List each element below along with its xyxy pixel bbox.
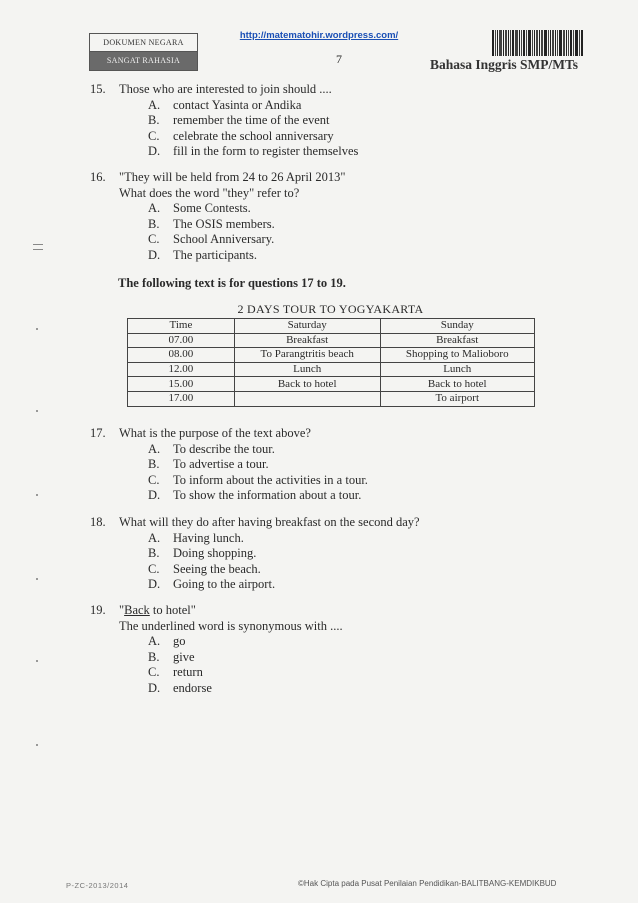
- question-text: What does the word "they" refer to?: [119, 185, 300, 200]
- question-18: [90, 515, 550, 595]
- table-row: [128, 362, 535, 377]
- table-cell: Breakfast: [380, 333, 535, 348]
- margin-dot: [36, 328, 38, 330]
- option-a[interactable]: A. go: [148, 634, 186, 648]
- margin-dot: [36, 410, 38, 412]
- table-cell: Back to hotel: [234, 377, 380, 392]
- question-quote: "Back to hotel": [119, 603, 196, 617]
- source-url[interactable]: http://matematohir.wordpress.com/: [239, 30, 399, 41]
- option-c[interactable]: C. To inform about the activities in a tour.: [148, 472, 368, 487]
- table-row: [128, 333, 535, 348]
- table-cell: 15.00: [128, 377, 235, 392]
- option-a[interactable]: A. Some Contests.: [148, 201, 251, 215]
- table-cell: 07.00: [128, 333, 235, 348]
- reading-heading: The following text is for questions 17 to 19.: [118, 276, 346, 290]
- option-c[interactable]: C. return: [148, 665, 203, 679]
- margin-dot: [36, 578, 38, 580]
- table-cell: To airport: [380, 391, 535, 406]
- header-time: Time: [128, 319, 235, 334]
- table-cell: Back to hotel: [380, 377, 535, 392]
- question-number: 15.: [90, 82, 106, 96]
- option-b[interactable]: B. Doing shopping.: [148, 546, 257, 560]
- question-text: What is the purpose of the text above?: [119, 426, 311, 440]
- table-row: [128, 377, 535, 392]
- question-17: [90, 426, 550, 506]
- option-c[interactable]: C. Seeing the beach.: [148, 561, 261, 576]
- table-cell: 08.00: [128, 348, 235, 363]
- footer-code: P-ZC-2013/2014: [66, 881, 129, 890]
- barcode-icon: [492, 30, 596, 56]
- binding-mark: [33, 249, 43, 250]
- table-cell: Lunch: [380, 362, 535, 377]
- question-text: What will they do after having breakfast on the second day?: [119, 515, 420, 529]
- option-b[interactable]: B. The OSIS members.: [148, 216, 275, 231]
- table-cell: Lunch: [234, 362, 380, 377]
- option-d[interactable]: D. The participants.: [148, 247, 257, 262]
- table-title: 2 DAYS TOUR TO YOGYAKARTA: [237, 302, 424, 316]
- question-text: The underlined word is synonymous with ....: [119, 618, 343, 633]
- question-19: [90, 603, 550, 698]
- table-cell: To Parangtritis beach: [234, 348, 380, 363]
- option-d[interactable]: D. Going to the airport.: [148, 577, 276, 591]
- option-a[interactable]: A. To describe the tour.: [148, 441, 275, 456]
- question-15: [90, 82, 550, 162]
- margin-dot: [36, 660, 38, 662]
- question-number: 19.: [90, 603, 106, 617]
- question-quote: "They will be held from 24 to 26 April 2013": [119, 170, 346, 184]
- option-a[interactable]: A. Having lunch.: [148, 530, 244, 545]
- document-label: DOKUMEN NEGARA: [89, 33, 198, 53]
- margin-dot: [36, 494, 38, 496]
- option-d[interactable]: D. fill in the form to register themselves: [148, 144, 359, 158]
- footer-copyright: ©Hak Cipta pada Pusat Penilaian Pendidikan-BALITBANG-KEMDIKBUD: [298, 879, 557, 888]
- table-cell: Breakfast: [234, 333, 380, 348]
- binding-mark: [33, 244, 43, 245]
- table-row: [128, 348, 535, 363]
- tour-schedule-table: [127, 318, 535, 407]
- question-number: 17.: [90, 426, 106, 440]
- table-cell: 12.00: [128, 362, 235, 377]
- option-a[interactable]: A. contact Yasinta or Andika: [148, 97, 302, 112]
- option-c[interactable]: C. celebrate the school anniversary: [148, 128, 334, 143]
- subject-title: Bahasa Inggris SMP/MTs: [430, 57, 579, 72]
- secret-label: SANGAT RAHASIA: [89, 51, 198, 71]
- margin-dot: [36, 744, 38, 746]
- underlined-word: Back: [124, 603, 150, 617]
- table-header-row: [128, 319, 535, 334]
- question-number: 16.: [90, 170, 106, 184]
- table-cell: 17.00: [128, 391, 235, 406]
- option-c[interactable]: C. School Anniversary.: [148, 232, 275, 246]
- option-b[interactable]: B. To advertise a tour.: [148, 457, 269, 471]
- table-cell: Shopping to Malioboro: [380, 348, 535, 363]
- page-number: 7: [336, 52, 342, 66]
- question-16: [90, 170, 550, 265]
- option-b[interactable]: B. give: [148, 649, 195, 664]
- option-b[interactable]: B. remember the time of the event: [148, 113, 330, 127]
- table-row: [128, 391, 535, 406]
- option-d[interactable]: D. endorse: [148, 680, 212, 695]
- question-number: 18.: [90, 515, 106, 529]
- question-text: Those who are interested to join should ....: [119, 82, 332, 96]
- header-sunday: Sunday: [380, 319, 535, 334]
- table-cell: [234, 391, 380, 406]
- header-saturday: Saturday: [234, 319, 380, 334]
- option-d[interactable]: D. To show the information about a tour.: [148, 488, 362, 502]
